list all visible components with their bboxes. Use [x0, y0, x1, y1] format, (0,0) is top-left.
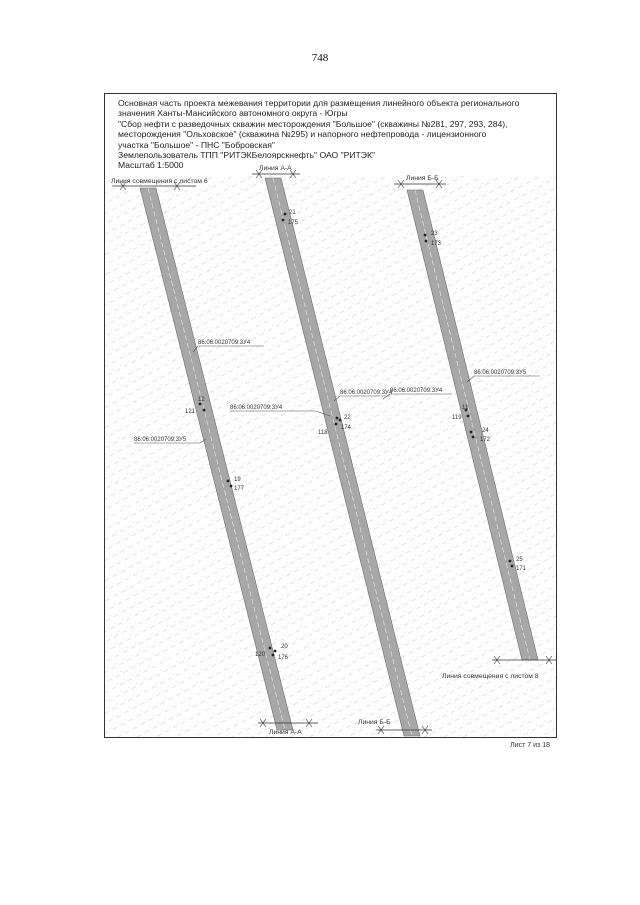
point-label: 22	[344, 415, 351, 421]
header-line: значения Ханты-Мансийского автономного округа - Югры	[118, 108, 348, 119]
parcel-label: 86:06:0020709:3У4	[198, 340, 251, 346]
page-number: 748	[311, 52, 329, 64]
point-label: 21	[289, 210, 296, 216]
point-label: 20	[281, 644, 288, 650]
section-aa-top-label: Линия А-А	[259, 165, 292, 172]
point-label: 175	[288, 220, 299, 226]
point-label: 12	[198, 397, 205, 403]
point-label: 173	[431, 241, 442, 247]
scale-label: Масштаб 1:5000	[118, 160, 184, 171]
point-label: 174	[341, 425, 352, 431]
point-label: 171	[516, 566, 527, 572]
point-label: 25	[516, 557, 523, 563]
section-aa-bottom-label: Линия А-А	[269, 729, 302, 736]
point-label: 23	[431, 231, 438, 237]
parcel-label: 86:06:0020709:3У4	[340, 390, 393, 396]
point-label: 119	[452, 415, 462, 421]
point-label: 118	[318, 430, 328, 436]
point-label: 24	[482, 428, 489, 434]
header-line: Землепользователь ТПП "РИТЭКБелоярскнефть" ОАО "РИТЭК"	[118, 150, 376, 161]
header-line: месторождения "Ольховское" (скважина №295) и напорного нефтепровода - лицензионного	[118, 129, 487, 140]
header-line: участка "Большое" - ПНС "Бобровская"	[118, 139, 275, 150]
point-label: 176	[278, 655, 289, 661]
section-bb-bottom-label: Линия Б-Б	[358, 719, 391, 726]
point-label: 19	[234, 477, 241, 483]
point-label: 120	[255, 652, 266, 658]
point-label: 172	[480, 437, 491, 443]
match-line-top-label: Линия совмещения с листом 6	[111, 178, 208, 185]
parcel-label: 86:06:0020709:3У5	[474, 370, 527, 376]
sheet-label: Лист 7 из 18	[510, 742, 550, 749]
parcel-label: 86:06:0020709:3У4	[230, 405, 283, 411]
parcel-label: 86:06:0020709:3У5	[134, 437, 187, 443]
point-label: 11	[462, 405, 469, 411]
parcel-label: 86:06:0020709:3У4	[390, 388, 443, 394]
match-line-bottom-label: Линия совмещения с листом 8	[442, 673, 539, 680]
point-label: 121	[185, 409, 196, 415]
header-line: "Сбор нефти с разведочных скважин месторождения "Большое" (скважины №281, 297, 293, 284),	[118, 118, 508, 129]
section-bb-top-label: Линия Б-Б	[406, 175, 439, 182]
point-label: 177	[234, 486, 245, 492]
header-line: Основная часть проекта межевания территории для размещения линейного объекта регионального	[118, 98, 520, 108]
